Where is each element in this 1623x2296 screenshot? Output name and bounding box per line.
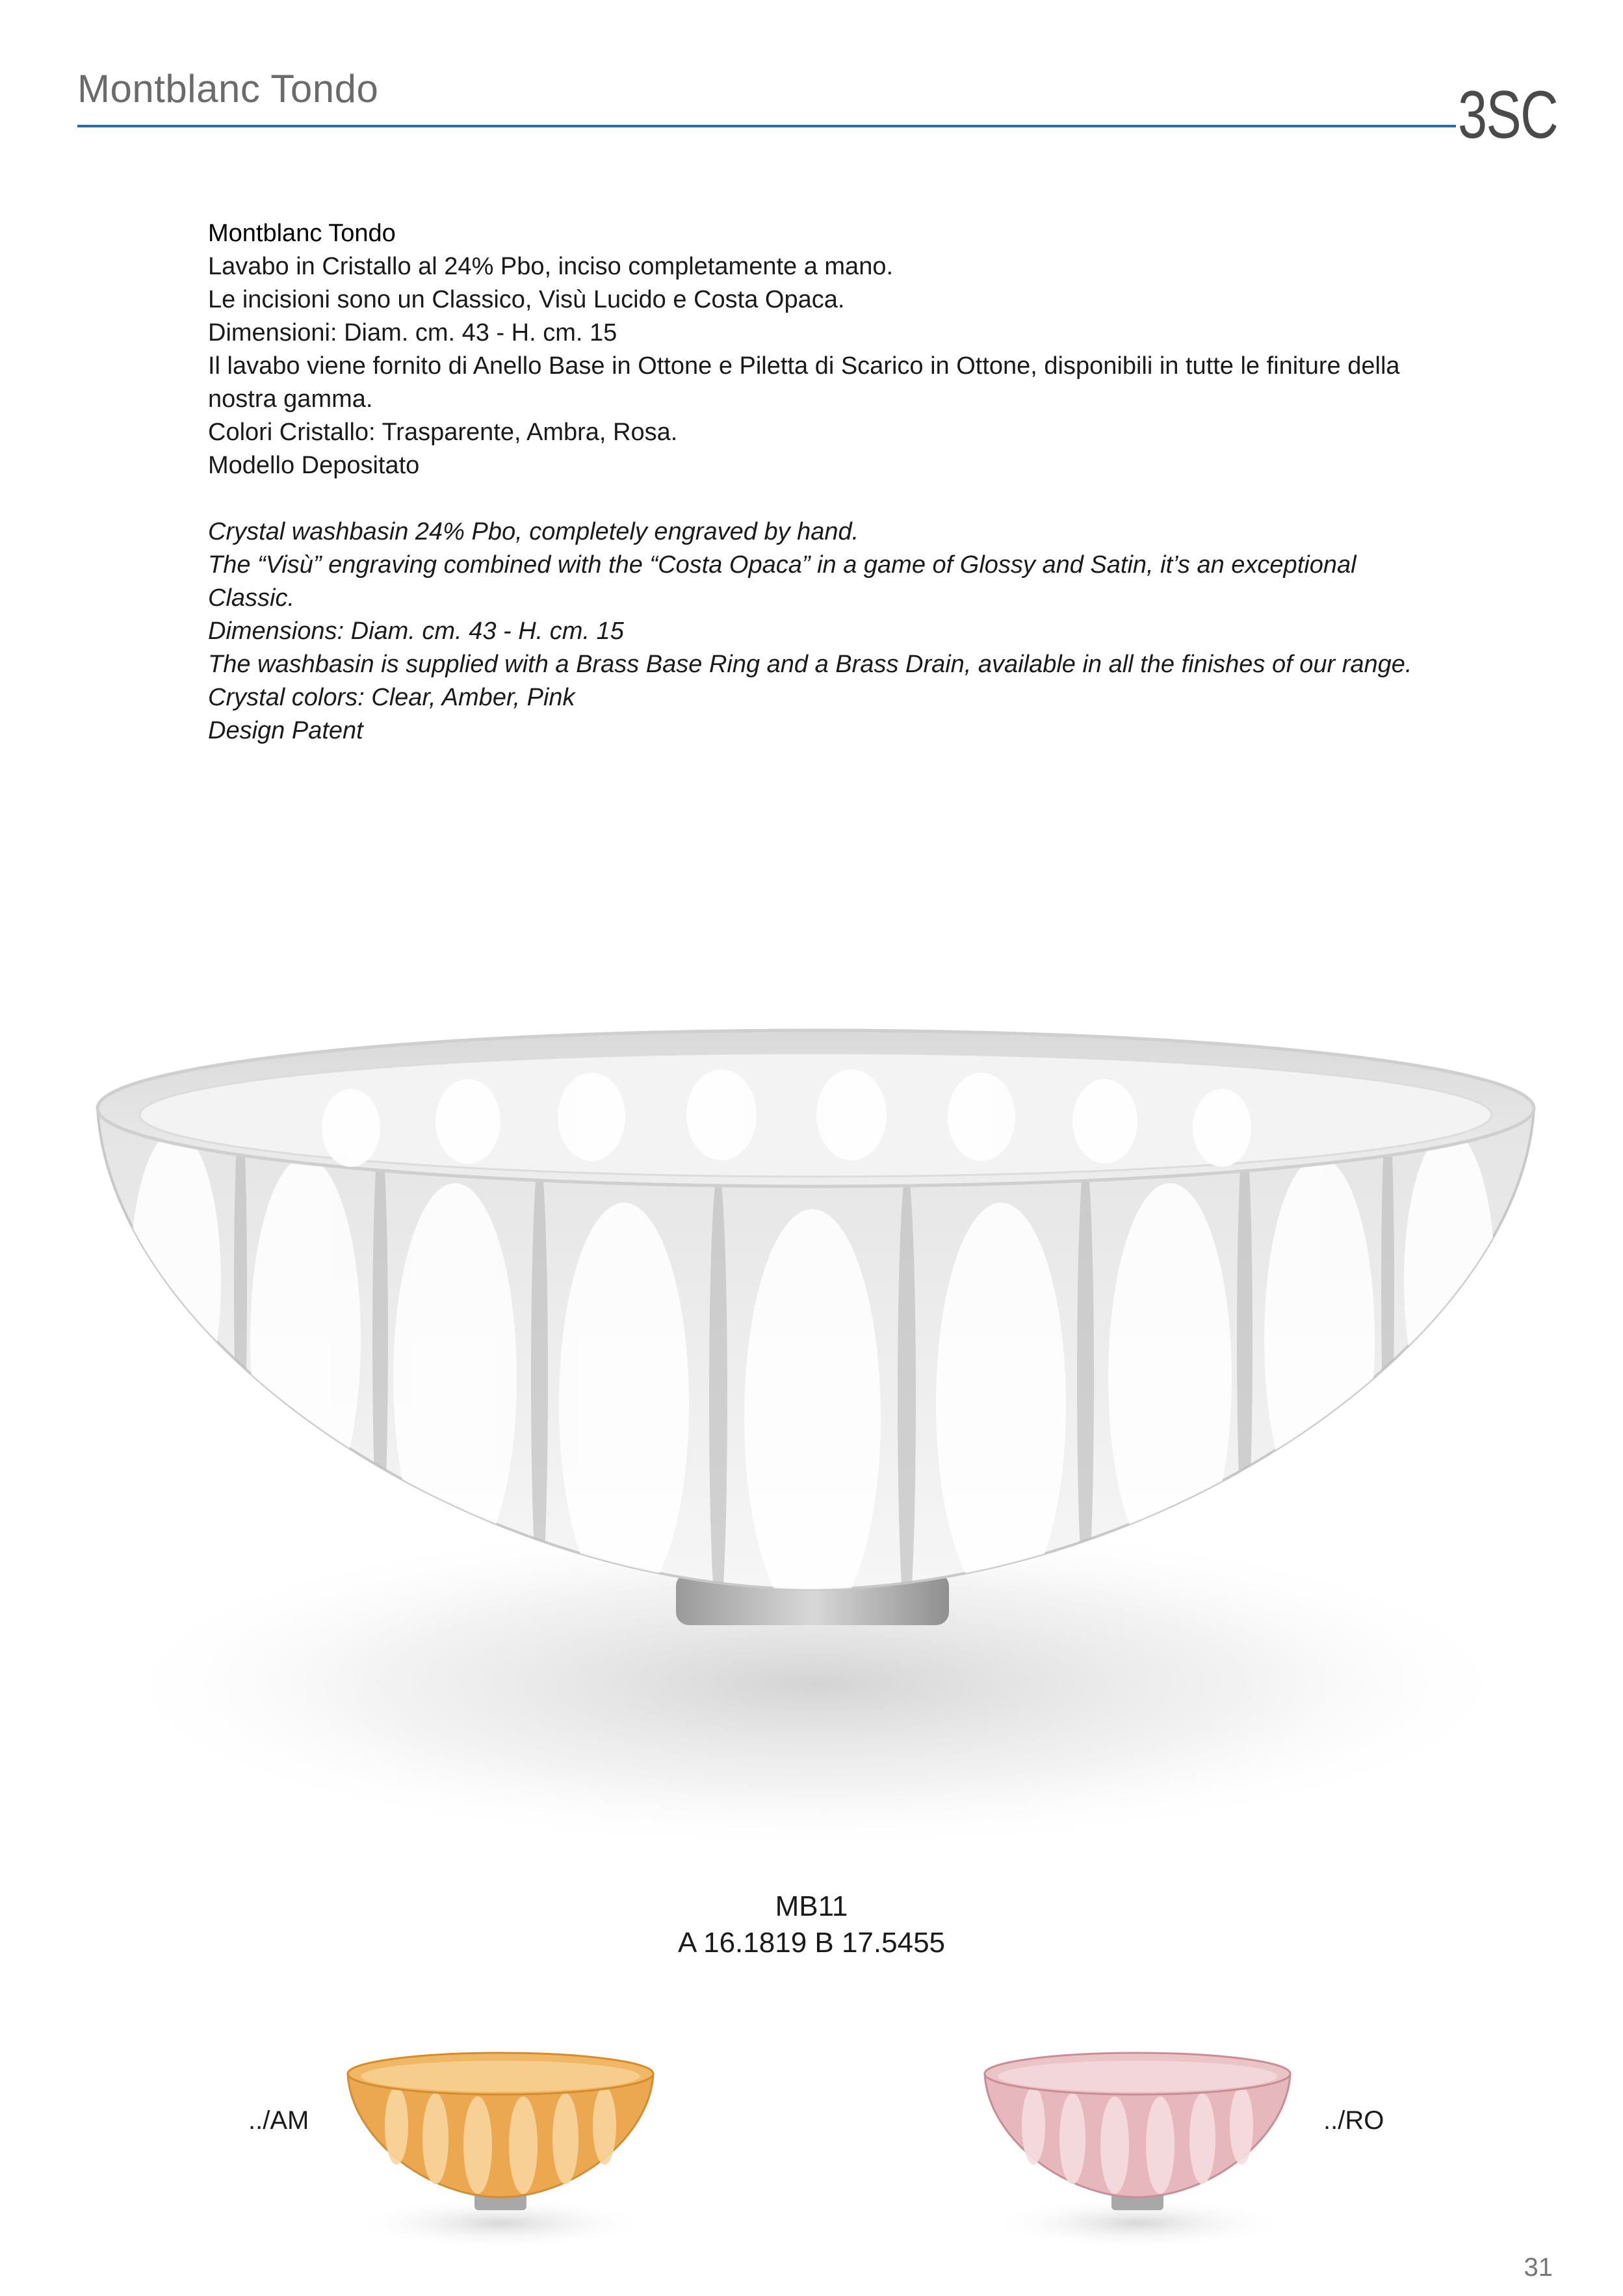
- header-title: Montblanc Tondo: [77, 67, 379, 111]
- description-it-line: nostra gamma.: [208, 385, 373, 413]
- description-title: Montblanc Tondo: [208, 220, 396, 247]
- variant-label-pink: ../RO: [1323, 2106, 1384, 2135]
- description-en-line: The “Visù” engraving combined with the “Costa Opaca” in a game of Glossy and Satin, it’s an exceptional: [208, 551, 1357, 579]
- brand-logo: 3SC: [1458, 77, 1558, 153]
- variant-label-amber: ../AM: [248, 2106, 309, 2135]
- description-it-line: Modello Depositato: [208, 452, 420, 479]
- clear-crystal-washbasin-image: [71, 1001, 1560, 1866]
- pink-washbasin-image: [975, 2041, 1300, 2249]
- description-en-line: The washbasin is supplied with a Brass Base Ring and a Brass Drain, available in all the finishes of our range.: [208, 651, 1412, 678]
- description-en-line: Crystal washbasin 24% Pbo, completely engraved by hand.: [208, 518, 859, 545]
- description-it-line: Le incisioni sono un Classico, Visù Lucido e Costa Opaca.: [208, 286, 845, 313]
- description-it-line: Il lavabo viene fornito di Anello Base in Ottone e Piletta di Scarico in Ottone, disponibili in tutte le finiture della: [208, 352, 1400, 380]
- page-number: 31: [1524, 2253, 1553, 2282]
- product-description: [208, 217, 1456, 748]
- description-it-line: Colori Cristallo: Trasparente, Ambra, Rosa.: [208, 419, 678, 446]
- description-en-line: Classic.: [208, 584, 295, 612]
- description-en-line: Dimensions: Diam. cm. 43 - H. cm. 15: [208, 618, 624, 645]
- product-prices: A 16.1819 B 17.5455: [677, 1927, 946, 1959]
- description-en-line: Crystal colors: Clear, Amber, Pink: [208, 684, 575, 711]
- product-code: MB11: [775, 1890, 848, 1922]
- description-en-line: Design Patent: [208, 717, 363, 744]
- description-it-line: Lavabo in Cristallo al 24% Pbo, inciso completamente a mano.: [208, 253, 894, 280]
- description-it-line: Dimensioni: Diam. cm. 43 - H. cm. 15: [208, 319, 617, 346]
- amber-washbasin-image: [338, 2041, 663, 2249]
- header-rule: [77, 125, 1456, 127]
